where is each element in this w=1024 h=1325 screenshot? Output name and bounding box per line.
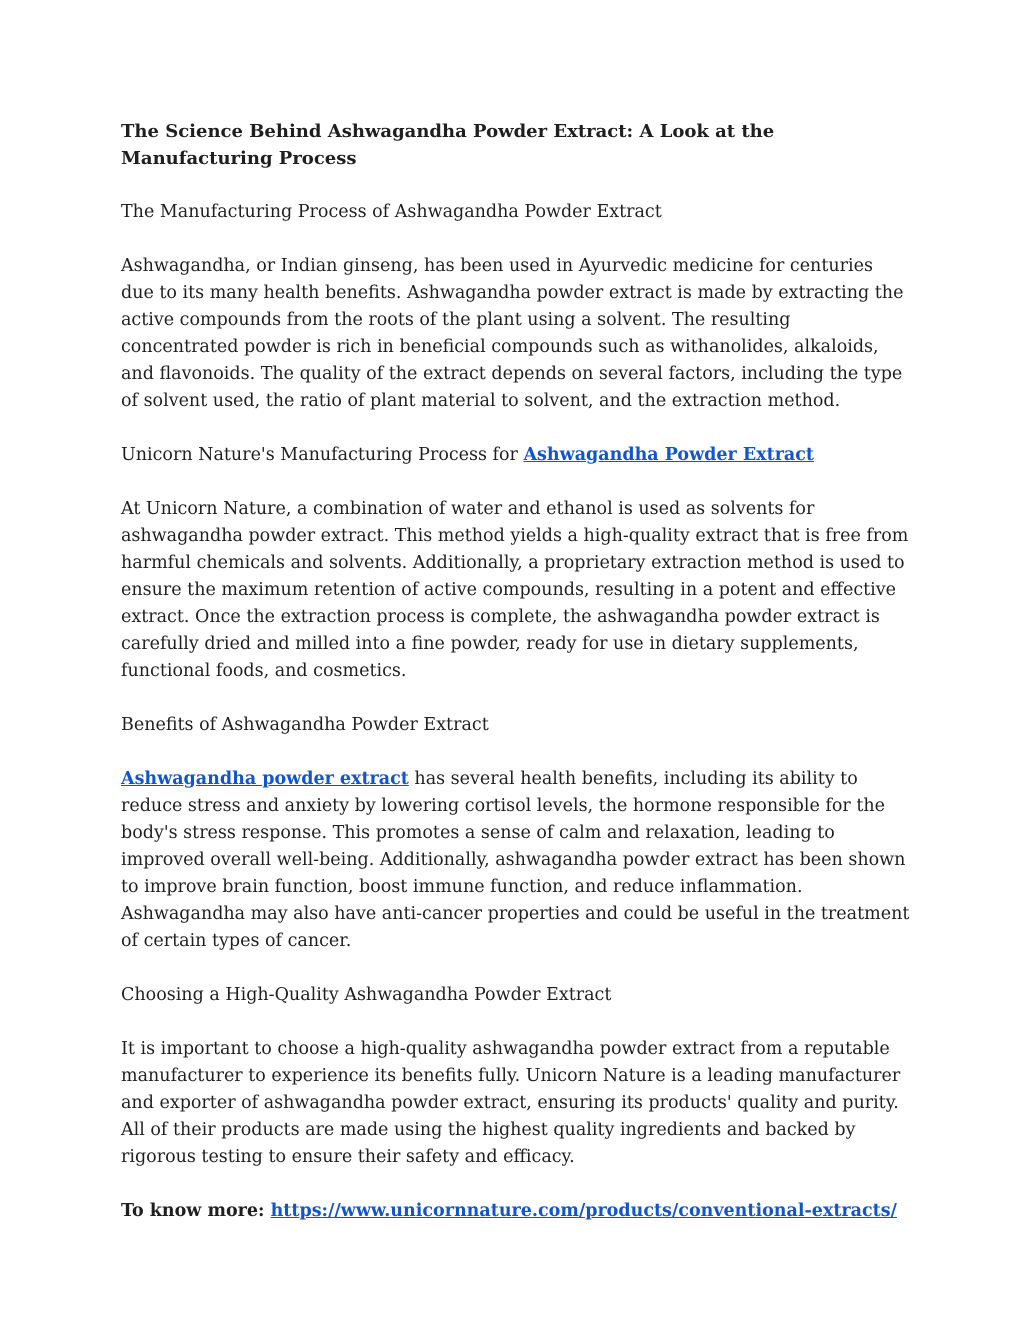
section-heading-manufacturing: The Manufacturing Process of Ashwagandha Powder Extract [121, 202, 662, 222]
section-heading-unicorn-process [121, 442, 911, 469]
paragraph-manufacturing: Ashwagandha, or Indian ginseng, has been used in Ayurvedic medicine for centuries due to its many health benefits. Ashwagandha powder extract is made by extracting the active compounds from the roots of the plant using a solvent. The resulting concentrated powder is rich in beneficial compounds such as withanolides, alkaloids, and flavonoids. The quality of the extract depends on several factors, including the type of solvent used, the ratio of plant material to solvent, and the extraction method. [121, 256, 904, 411]
paragraph-benefits-text: has several health benefits, including its ability to reduce stress and anxiety by lowering cortisol levels, the hormone responsible for the body's stress response. This promotes a sense of calm and relaxation, leading to improved overall well-being. Additionally, ashwagandha powder extract has been shown to improve brain function, boost immune function, and reduce inflammation. Ashwagandha may also have anti-cancer properties and could be useful in the treatment of certain types of cancer. [121, 769, 910, 951]
section-heading-unicorn-prefix: Unicorn Nature's Manufacturing Process for [121, 445, 524, 465]
footer-label: To know more: [121, 1201, 271, 1221]
section-heading-choosing: Choosing a High-Quality Ashwagandha Powder Extract [121, 985, 612, 1005]
footer-url-link[interactable]: https://www.unicornnature.com/products/conventional-extracts/ [270, 1201, 897, 1221]
document-page [121, 118, 911, 1252]
document-title: The Science Behind Ashwagandha Powder Extract: A Look at the Manufacturing Process [121, 121, 775, 169]
ashwagandha-extract-link[interactable]: Ashwagandha Powder Extract [523, 445, 814, 465]
section-heading-benefits: Benefits of Ashwagandha Powder Extract [121, 715, 489, 735]
paragraph-benefits [121, 766, 911, 955]
paragraph-choosing: It is important to choose a high-quality ashwagandha powder extract from a reputable manufacturer to experience its benefits fully. Unicorn Nature is a leading manufacturer and exporter of ashwagandha powder extract, ensuring its products' quality and purity. All of their products are made using the highest quality ingredients and backed by rigorous testing to ensure their safety and efficacy. [121, 1039, 901, 1167]
ashwagandha-powder-link[interactable]: Ashwagandha powder extract [121, 769, 409, 789]
paragraph-unicorn-process: At Unicorn Nature, a combination of water and ethanol is used as solvents for ashwagandha powder extract. This method yields a high-quality extract that is free from harmful chemicals and solvents. Additionally, a proprietary extraction method is used to ensure the maximum retention of active compounds, resulting in a potent and effective extract. Once the extraction process is complete, the ashwagandha powder extract is carefully dried and milled into a fine powder, ready for use in dietary supplements, functional foods, and cosmetics. [121, 499, 909, 681]
footer-line [121, 1198, 911, 1225]
